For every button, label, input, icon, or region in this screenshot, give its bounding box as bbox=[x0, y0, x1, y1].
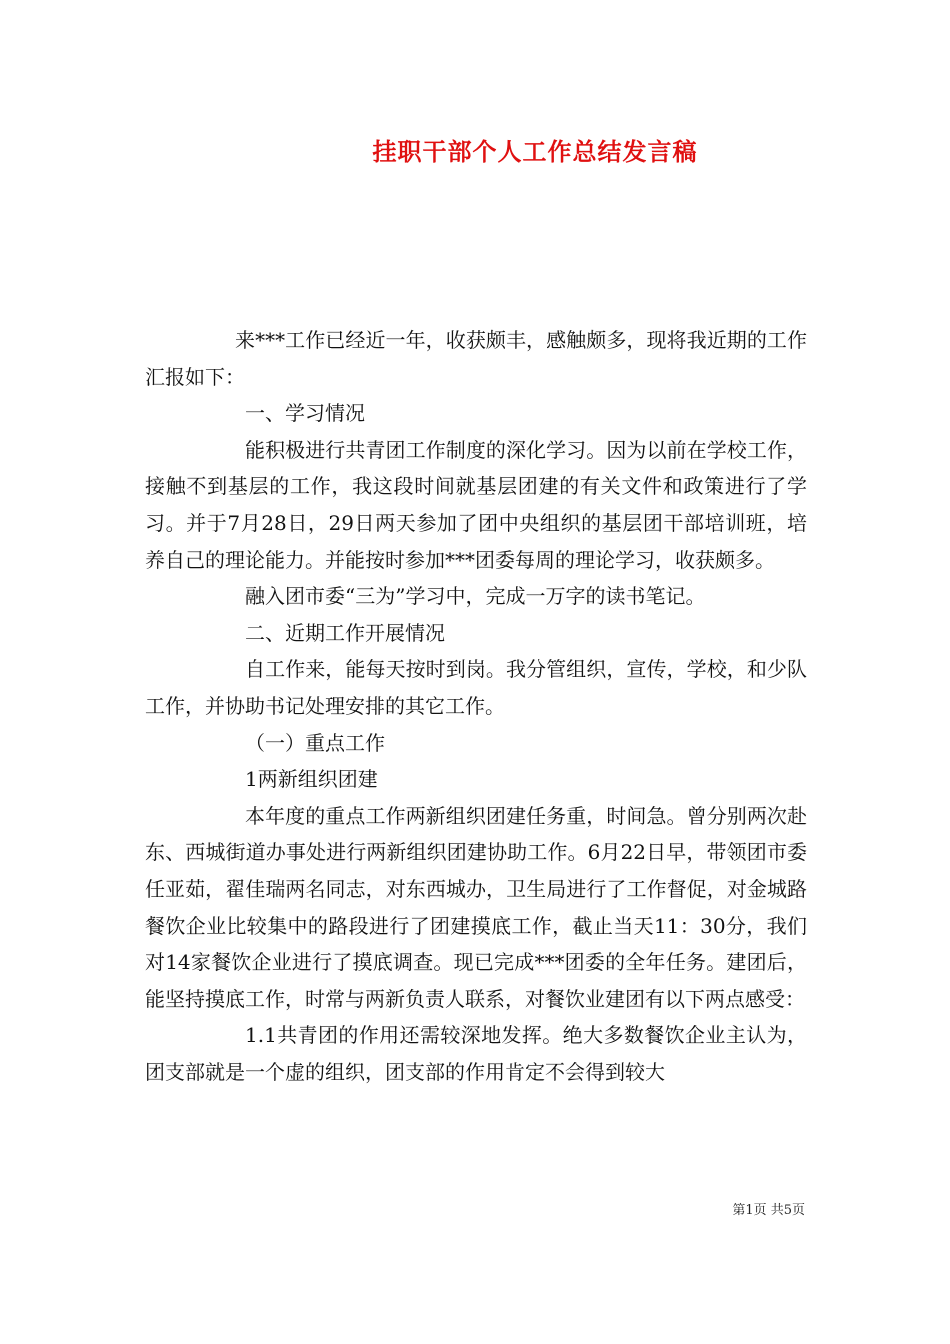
paragraph-intro: 来***工作已经近一年，收获颇丰，感触颇多，现将我近期的工作汇报如下： bbox=[145, 328, 807, 389]
page-number: 第1页 共5页 bbox=[732, 1203, 805, 1218]
paragraph-notes: 融入团市委“三为”学习中，完成一万字的读书笔记。 bbox=[245, 584, 706, 609]
section-heading-study: 一、学习情况 bbox=[245, 401, 365, 426]
section-heading-work: 二、近期工作开展情况 bbox=[245, 620, 445, 645]
paragraph-study: 能积极进行共青团工作制度的深化学习。因为以前在学校工作，接触不到基层的工作，我这段时间就基层团建的有关文件和政策进行了学习。并于7月28日，29日两天参加了团中央组织的基层团干部培训班，培养自己的理论能力。并能按时参加***团委每周的理论学习，收获颇多。 bbox=[145, 437, 807, 572]
document-body bbox=[145, 322, 807, 1090]
document-title: 挂职干部个人工作总结发言稿 bbox=[372, 138, 698, 166]
paragraph-new-orgs: 本年度的重点工作两新组织团建任务重，时间急。曾分别两次赴东、西城街道办事处进行两新组织团建协助工作。6月22日早，带领团市委任亚茹，翟佳瑞两名同志，对东西城办，卫生局进行了工作督促，对金城路餐饮企业比较集中的路段进行了团建摸底工作，截止当天11：30分，我们对14家餐饮企业进行了摸底调查。现已完成***团委的全年任务。建团后，能坚持摸底工作，时常与两新负责人联系，对餐饮业建团有以下两点感受： bbox=[145, 803, 807, 1011]
paragraph-work: 自工作来，能每天按时到岗。我分管组织，宣传，学校，和少队工作，并协助书记处理安排的其它工作。 bbox=[145, 657, 807, 718]
subsection-heading-key-work: （一）重点工作 bbox=[245, 730, 385, 755]
subsection-heading-new-orgs: 1两新组织团建 bbox=[245, 767, 378, 792]
paragraph-point-1-1: 1.1共青团的作用还需较深地发挥。绝大多数餐饮企业主认为，团支部就是一个虚的组织，团支部的作用肯定不会得到较大 bbox=[145, 1023, 807, 1084]
